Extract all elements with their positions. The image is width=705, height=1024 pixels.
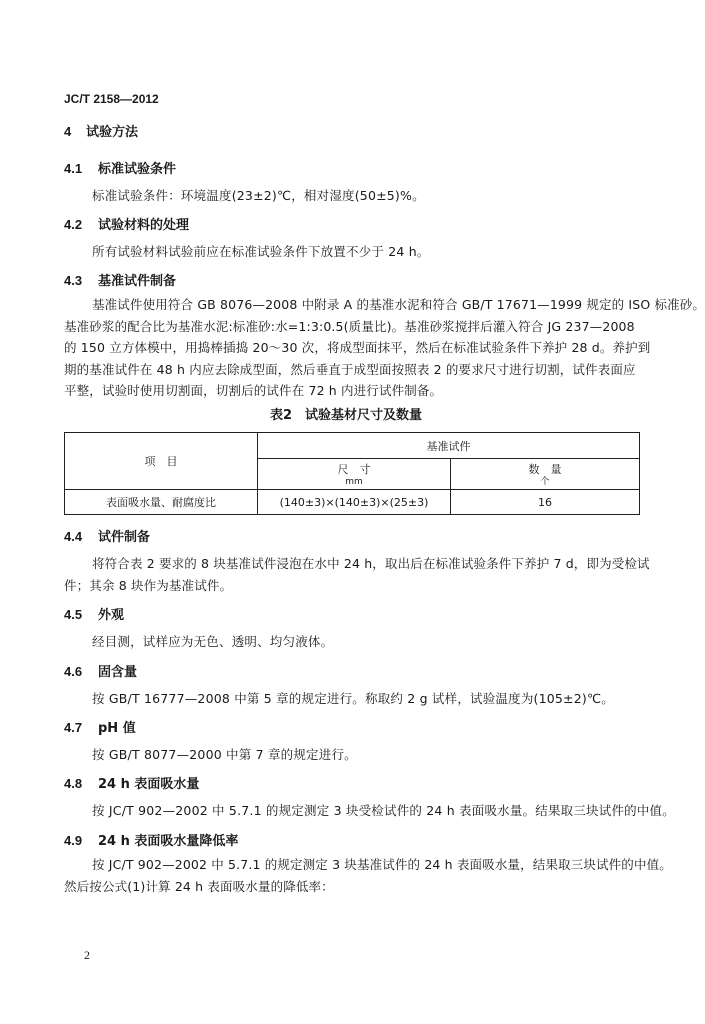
section-number: 4.6	[64, 664, 83, 679]
group-header: 基准试件	[258, 433, 640, 459]
section-title: 标准试验条件	[98, 162, 177, 177]
specimen-table	[64, 432, 640, 515]
paragraph-line: 基准砂浆的配合比为基准水泥:标准砂:水=1:3:0.5(质量比)。基准砂浆搅拌后灌入符合 JG 237—2008	[64, 318, 635, 334]
section-number: 4.7	[64, 720, 83, 735]
section-title: 试验方法	[86, 125, 139, 140]
section-title: 基准试件制备	[98, 274, 177, 289]
section-number: 4.2	[64, 217, 83, 232]
section-number: 4.9	[64, 833, 83, 848]
section-4-3-heading	[64, 270, 176, 289]
col-size-header	[258, 459, 451, 490]
section-4-6-text: 按 GB/T 16777—2008 中第 5 章的规定进行。称取约 2 g 试样，试验温度为(105±2)℃。	[92, 691, 614, 706]
section-4-5-text: 经目测，试样应为无色、透明、均匀液体。	[92, 634, 334, 649]
section-4-1-text: 标准试验条件：环境温度(23±2)℃，相对湿度(50±5)%。	[92, 188, 425, 203]
section-4-6-heading	[64, 661, 137, 680]
section-4-7-heading	[64, 717, 136, 736]
section-number: 4.5	[64, 607, 83, 622]
row-item: 表面吸水量、耐腐度比	[65, 490, 258, 515]
section-4-8-text: 按 JC/T 902—2002 中 5.7.1 的规定测定 3 块受检试件的 24 h 表面吸水量。结果取三块试件的中值。	[92, 803, 675, 818]
section-4-9-heading	[64, 830, 238, 849]
section-4-1-heading	[64, 158, 176, 177]
section-4-3-paragraph	[64, 294, 705, 402]
col-qty-label: 数 量	[528, 462, 562, 476]
section-number: 4.3	[64, 273, 83, 288]
section-4-4-heading	[64, 526, 150, 545]
paragraph-line: 按 JC/T 902—2002 中 5.7.1 的规定测定 3 块基准试件的 24 h 表面吸水量，结果取三块试件的中值。	[92, 857, 672, 872]
section-title: 试验材料的处理	[98, 218, 190, 233]
paragraph-line: 件；其余 8 块作为基准试件。	[64, 577, 233, 593]
section-title: 外观	[98, 608, 125, 623]
section-4-2-heading	[64, 214, 189, 233]
section-number: 4.8	[64, 776, 83, 791]
col-item-header: 项 目	[65, 433, 258, 490]
section-number: 4	[64, 124, 72, 139]
row-size: (140±3)×(140±3)×(25±3)	[258, 490, 451, 515]
section-4-4-paragraph	[64, 553, 650, 596]
page-number: 2	[84, 948, 90, 962]
paragraph-line: 基准试件使用符合 GB 8076—2008 中附录 A 的基准水泥和符合 GB/T 17671—1999 规定的 ISO 标准砂。	[92, 297, 705, 312]
paragraph-line: 期的基准试件在 48 h 内应去除成型面，然后垂直于成型面按照表 2 的要求尺寸进行切割，试件表面应	[64, 361, 636, 377]
col-size-label: 尺 寸	[337, 462, 371, 476]
section-4-8-heading	[64, 773, 199, 792]
section-4-2-text: 所有试验材料试验前应在标准试验条件下放置不少于 24 h。	[92, 244, 430, 259]
col-qty-unit: 个	[540, 476, 550, 487]
paragraph-line: 平整，试验时使用切割面，切割后的试件在 72 h 内进行试件制备。	[64, 383, 443, 398]
section-title: 24 h 表面吸水量降低率	[98, 834, 239, 849]
section-4-9-paragraph	[64, 854, 672, 897]
section-4-heading	[64, 121, 138, 140]
section-title: 固含量	[98, 665, 138, 680]
col-size-unit: mm	[345, 476, 363, 487]
row-qty: 16	[451, 490, 640, 515]
section-4-7-text: 按 GB/T 8077—2000 中第 7 章的规定进行。	[92, 747, 357, 762]
col-qty-header	[451, 459, 640, 490]
table-caption: 表2 试验基材尺寸及数量	[269, 408, 423, 423]
paragraph-line: 的 150 立方体模中，用捣棒插捣 20～30 次，将成型面抹平，然后在标准试验条件下养护 28 d。养护到	[64, 340, 651, 355]
section-title: 24 h 表面吸水量	[98, 777, 200, 792]
section-title: 试件制备	[98, 530, 151, 545]
paragraph-line: 然后按公式(1)计算 24 h 表面吸水量的降低率：	[64, 878, 334, 894]
section-number: 4.1	[64, 161, 83, 176]
section-4-5-heading	[64, 604, 124, 623]
table-row	[65, 490, 640, 515]
section-number: 4.4	[64, 529, 83, 544]
section-title: pH 值	[98, 721, 136, 736]
paragraph-line: 将符合表 2 要求的 8 块基准试件浸泡在水中 24 h，取出后在标准试验条件下养护 7 d，即为受检试	[92, 556, 650, 571]
standard-code: JC/T 2158—2012	[64, 92, 159, 106]
